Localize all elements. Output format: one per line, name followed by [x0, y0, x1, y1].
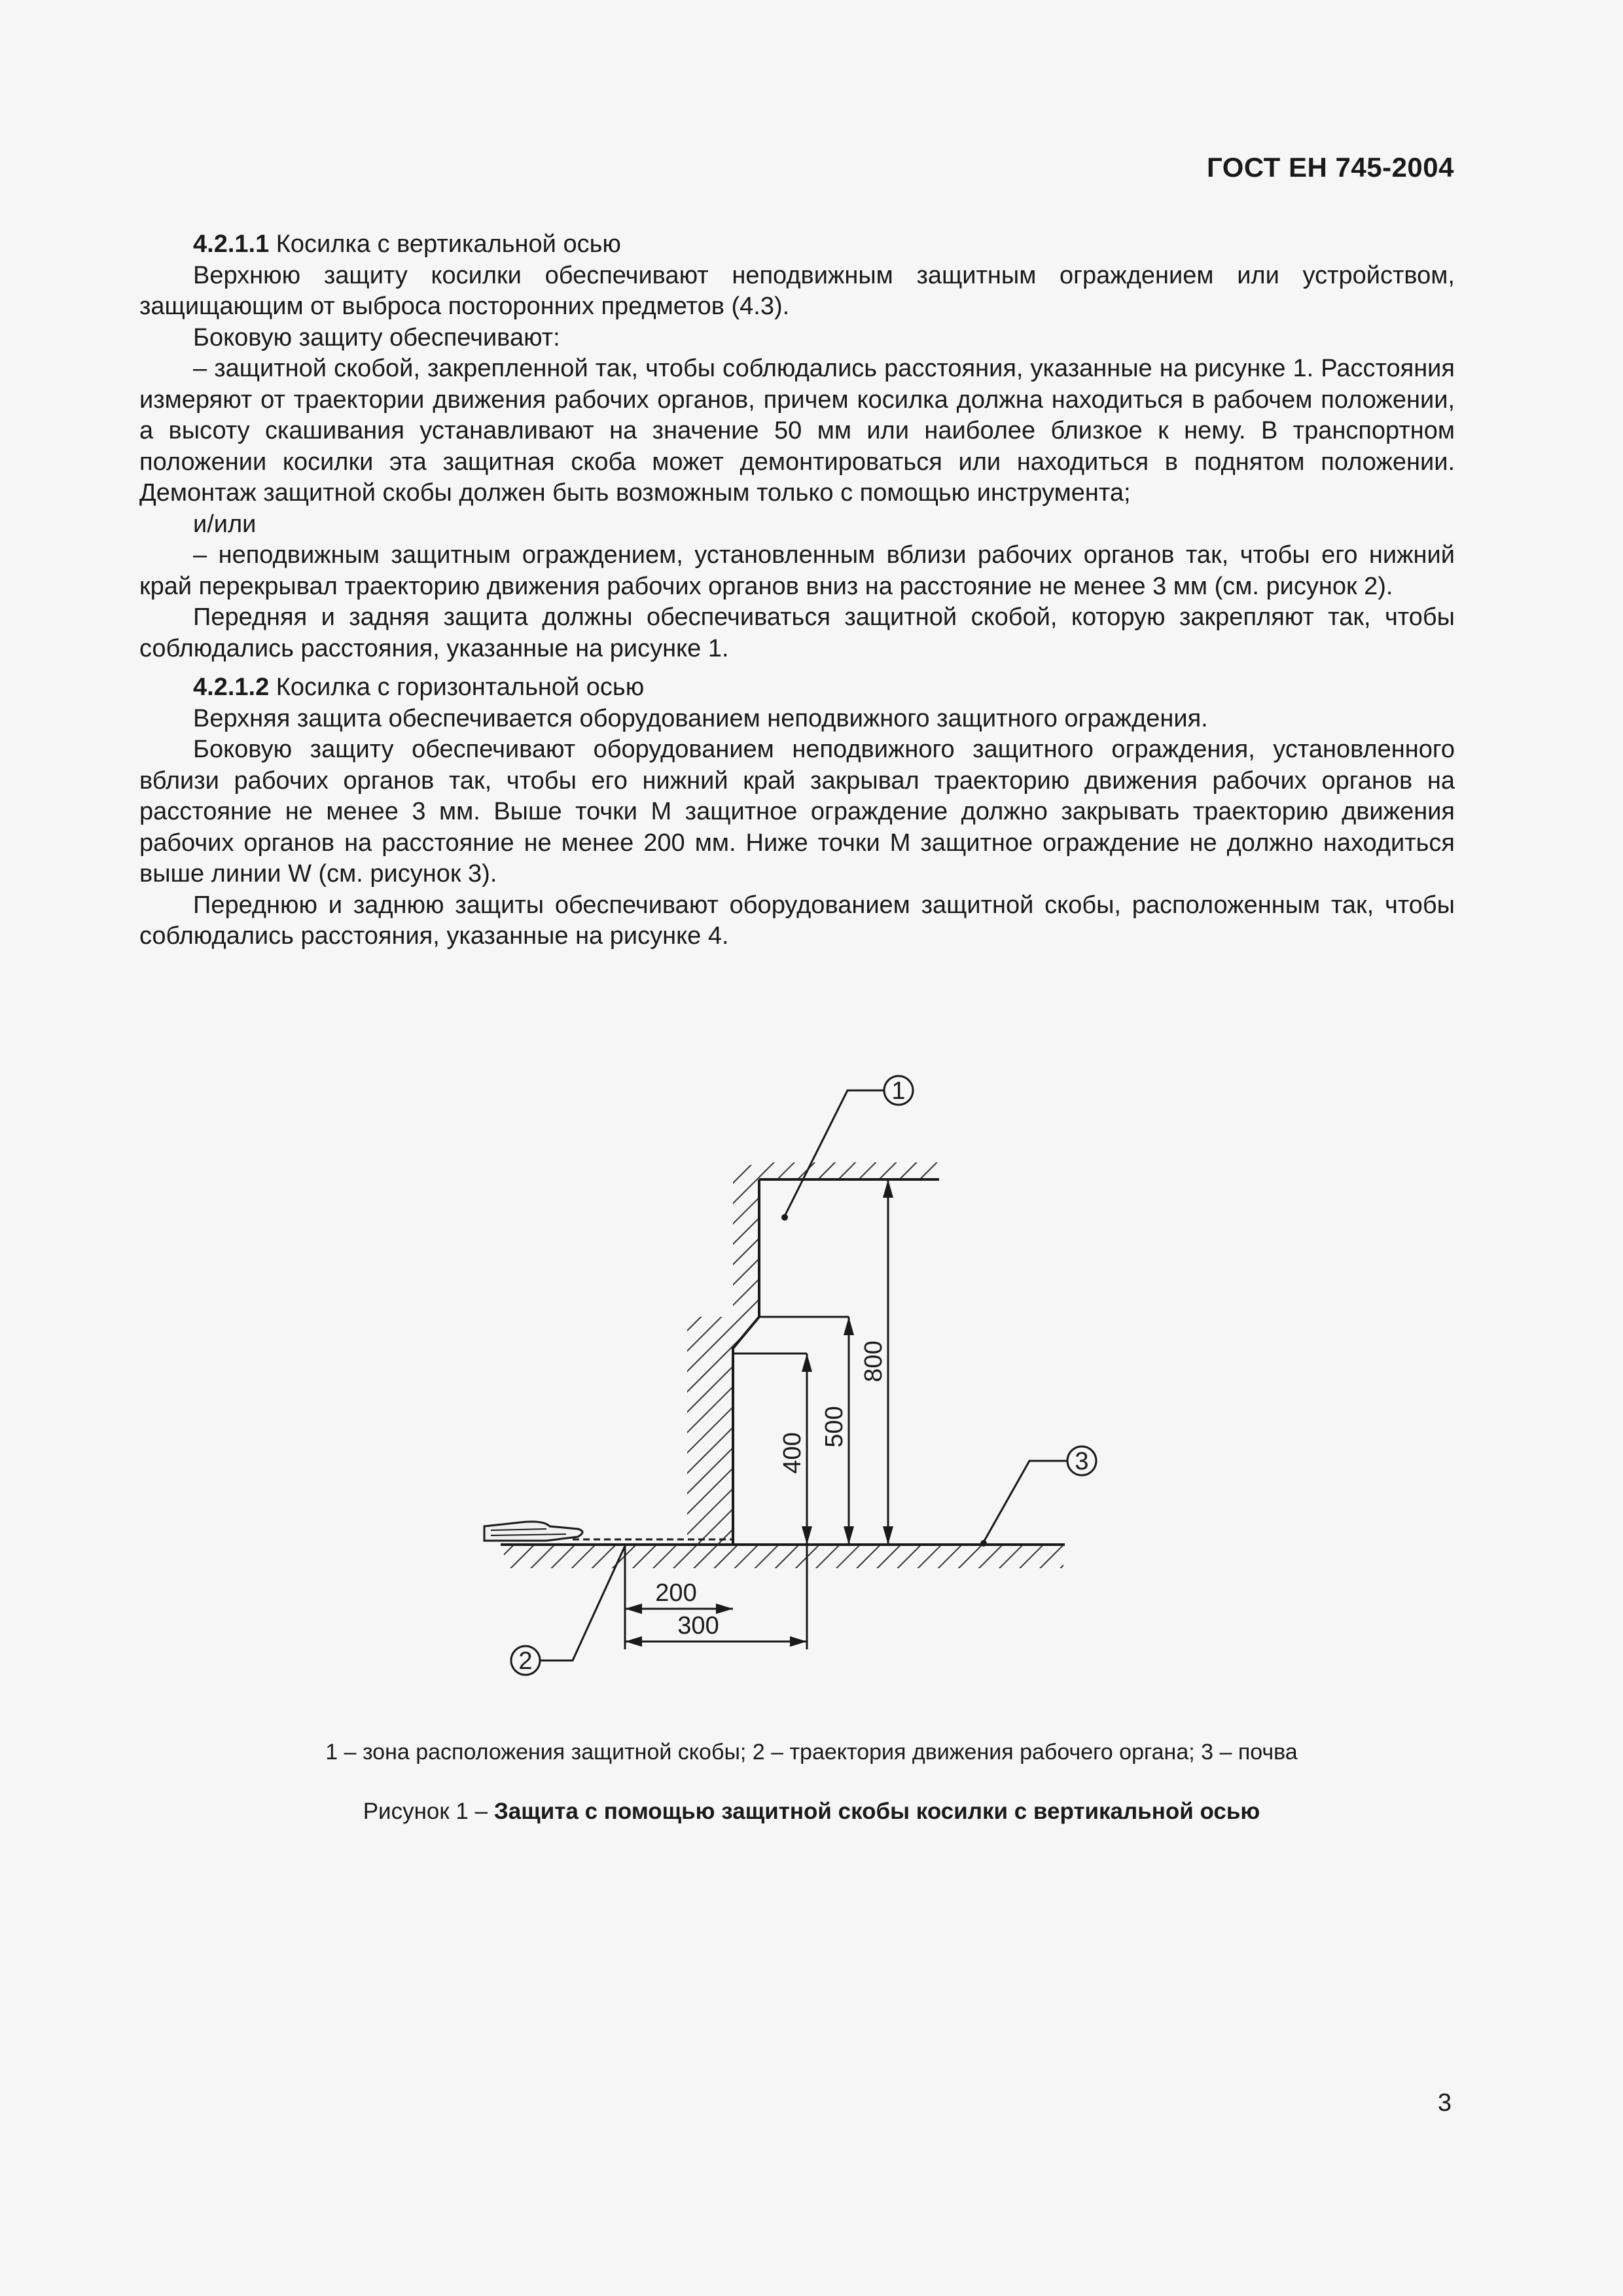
figure-1-diagram: [468, 1060, 1109, 1689]
dimension-label-800: 800: [860, 1340, 887, 1382]
section-heading-4-2-1-1: [139, 229, 1455, 260]
paragraph: Верхнюю защиту косилки обеспечивают неподвижным защитным ограждением или устройством, защищающим от выброса посторонних предметов (4.3).: [139, 261, 1455, 320]
section-number: 4.2.1.1: [193, 230, 270, 258]
callout-label-3: 3: [1075, 1448, 1089, 1475]
paragraph: Переднюю и заднюю защиты обеспечивают оборудованием защитной скобы, расположенным так, чтобы соблюдались расстояния, указанные на рисунке 4.: [139, 891, 1455, 950]
arrow-icon: [844, 1317, 854, 1335]
paragraph: Боковую защиту обеспечивают:: [193, 323, 560, 351]
dimension-label-500: 500: [821, 1406, 848, 1448]
figure-caption: [0, 1799, 1623, 1825]
figure-legend: 1 – зона расположения защитной скобы; 2 – траектория движения рабочего органа; 3 – почва: [325, 1740, 1298, 1765]
paragraph: – неподвижным защитным ограждением, установленным вблизи рабочих органов так, чтобы его нижний край перекрывал траекторию движения рабочих органов вниз на расстояние не менее 3 мм (см. рисунок 2).: [139, 541, 1455, 600]
arrow-icon: [625, 1604, 642, 1614]
arrow-icon: [802, 1526, 812, 1545]
document-code: ГОСТ ЕН 745-2004: [1206, 152, 1454, 183]
dimension-label-300: 300: [677, 1612, 719, 1640]
arrow-icon: [844, 1526, 854, 1545]
paragraph: Боковую защиту обеспечивают оборудованием неподвижного защитного ограждения, установленного вблизи рабочих органов так, чтобы его нижний край закрывал траекторию движения рабочих органов на расстояние не менее 3 мм. Выше точки М защитное ограждение должно закрывать траекторию движения рабочих органов на расстояние не менее 200 мм. Ниже точки М защитное ограждение не должно находиться выше линии W (см. рисунок 3).: [139, 736, 1455, 888]
callout-label-2: 2: [518, 1647, 533, 1675]
section-number: 4.2.1.2: [193, 673, 270, 701]
callout-leader-1: [785, 1090, 884, 1216]
paragraph: и/или: [193, 510, 257, 538]
upper-wall-hatching: [733, 1165, 759, 1317]
arrow-icon: [883, 1526, 893, 1545]
paragraph: – защитной скобой, закрепленной так, чтобы соблюдались расстояния, указанные на рисунке 1. Расстояния измеряют от траектории движения рабочих органов, причем косилка должна находиться в рабочем положении, а высоту скашивания устанавливают на значение 50 мм или наиболее близкое к нему. В транспортном положении косилки эта защитная скоба может демонтироваться или находиться в поднятом положении. Демонтаж защитной скобы должен быть возможным только с помощью инструмента;: [139, 355, 1455, 507]
callout-point-1: [781, 1214, 788, 1221]
guard-distance-drawing: [468, 1060, 1109, 1689]
arrow-icon: [802, 1354, 812, 1372]
callout-leader-3: [984, 1461, 1067, 1542]
caption-prefix: Рисунок 1 –: [363, 1799, 494, 1824]
document-body: [139, 229, 1455, 952]
arrow-icon: [790, 1636, 807, 1647]
callout-label-1: 1: [891, 1077, 906, 1105]
section-title: Косилка с горизонтальной осью: [269, 673, 645, 701]
section-title: Косилка с вертикальной осью: [269, 230, 621, 258]
cutting-blade-outline: [484, 1522, 582, 1541]
lower-wall-hatching: [687, 1317, 733, 1545]
soil-hatching: [504, 1545, 1063, 1568]
page-number: 3: [1437, 2089, 1452, 2117]
arrow-icon: [625, 1636, 642, 1647]
arrow-icon: [883, 1179, 893, 1198]
paragraph: Передняя и задняя защита должны обеспечиваться защитной скобой, которую закрепляют так, чтобы соблюдались расстояния, указанные на рисунке 1.: [139, 603, 1455, 662]
paragraph: Верхняя защита обеспечивается оборудованием неподвижного защитного ограждения.: [193, 704, 1208, 732]
dimension-label-200: 200: [655, 1579, 697, 1607]
section-heading-4-2-1-2: [139, 672, 1455, 704]
callout-point-3: [980, 1540, 987, 1547]
top-ledge-hatching: [759, 1162, 939, 1179]
caption-title: Защита с помощью защитной скобы косилки с вертикальной осью: [493, 1799, 1260, 1824]
dimension-label-400: 400: [779, 1432, 806, 1474]
